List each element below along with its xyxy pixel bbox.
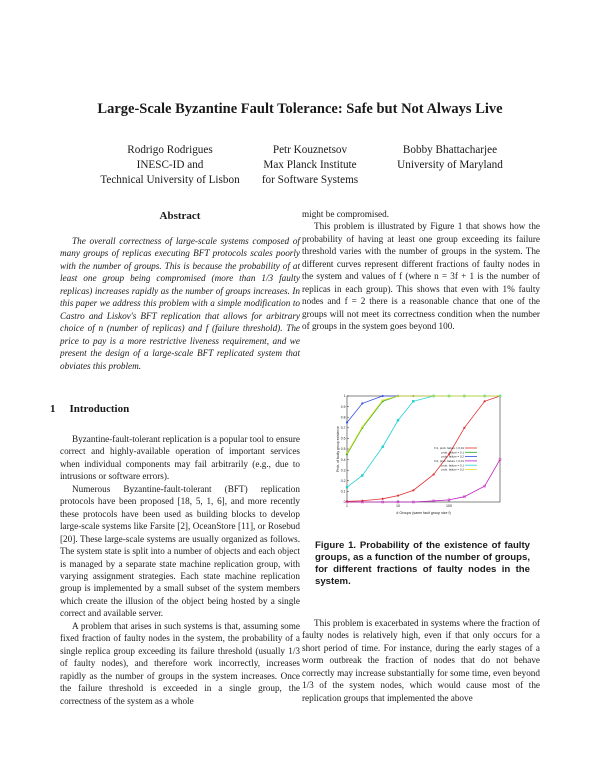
paper-title: Large-Scale Byzantine Fault Tolerance: Safe but Not Always Live <box>97 101 503 117</box>
series-line <box>347 396 500 487</box>
section-number: 1 <box>50 403 56 415</box>
abstract-text: The overall correctness of large-scale systems composed of many groups of replicas executing BFT protocols scales poorly with the number of groups. This is because the probability of at least one group being compromised (more than 1/3 faulty replicas) increases rapidly as the number of groups increases. In this paper we address this problem with a simple modification to Castro and Liskov's BFT replication that allows for arbitrary choice of n (number of replicas) and f (failure threshold). The price to pay is a more restrictive liveness requirement, and we present the design of a large-scale BFT replicated system that obviates this problem. <box>60 236 300 371</box>
abstract <box>60 235 300 372</box>
author-affiliation: University of Maryland <box>397 159 503 171</box>
legend-label: f=1, prob. failure = 0.01 <box>434 446 464 451</box>
author-affiliation: Technical University of Lisbon <box>100 174 240 186</box>
series-line <box>347 396 500 501</box>
data-point <box>361 403 363 405</box>
figure-caption: Figure 1. Probability of the existence of faulty groups, as a function of the number of groups, for different fractions of faulty nodes in the system. <box>315 540 530 587</box>
author-1 <box>100 143 240 188</box>
paragraph: A problem that arises in such systems is that, assuming some fixed fraction of faulty nodes in the system, the probability of a single replica group exceeding its failure threshold (usually 1/3 of faulty nodes), and therefore work incorrectly, increases rapidly as the number of groups in the system increases. Once the failure threshold is exceeded in a single group, the correctness of the system as a whole <box>60 620 300 706</box>
y-tick-label: 0.2 <box>340 479 346 483</box>
data-point <box>346 486 348 488</box>
legend-label: prob. failure = 0.2 <box>441 454 464 459</box>
introduction-body <box>60 433 300 707</box>
legend-label: prob. failure = 0.1 <box>441 463 464 468</box>
legend-label: prob. failure = 0.2 <box>441 467 464 472</box>
author-name: Rodrigo Rodrigues <box>127 144 213 156</box>
data-point <box>463 427 465 429</box>
y-tick-label: 0.6 <box>340 436 346 441</box>
data-point <box>361 500 363 502</box>
y-tick-label: 0.8 <box>340 415 346 420</box>
right-column-text <box>302 208 540 333</box>
data-point <box>382 395 384 397</box>
legend-label: prob. failure = 0.1 <box>441 450 464 455</box>
author-name: Bobby Bhattacharjee <box>402 144 498 156</box>
series-line <box>347 460 500 502</box>
y-tick-label: 0.3 <box>340 468 346 473</box>
y-tick-label: 0 <box>343 500 346 505</box>
data-point <box>382 446 384 448</box>
x-tick-label: 10 <box>396 504 400 508</box>
x-tick-label: 1 <box>346 504 348 508</box>
y-tick-label: 0.7 <box>340 426 346 430</box>
author-affiliation: INESC-ID and <box>136 159 204 171</box>
y-tick-label: 1 <box>343 394 346 399</box>
y-tick-label: 0.5 <box>340 447 346 452</box>
paragraph: Byzantine-fault-tolerant replication is a popular tool to ensure correct and highly-available operation of important services when individual components may fail arbitrarily (e.g., due to intrusions or software errors). <box>60 434 300 482</box>
author-3 <box>380 143 520 173</box>
right-column-text-continued <box>302 617 540 704</box>
author-affiliation: for Software Systems <box>261 174 359 186</box>
x-axis-label: # Groups (same fault group size f) <box>396 511 451 515</box>
author-name: Petr Kouznetsov <box>272 144 348 156</box>
y-tick-label: 0.9 <box>340 404 346 409</box>
series-line <box>347 396 500 454</box>
y-tick-label: 0.4 <box>340 457 346 462</box>
data-point <box>382 498 384 500</box>
author-affiliation: Max Planck Institute <box>263 159 357 171</box>
section-title: Introduction <box>69 403 130 415</box>
data-point <box>433 474 435 476</box>
data-point <box>346 422 348 424</box>
data-point <box>397 419 399 421</box>
figure-1 <box>335 390 505 520</box>
data-point <box>397 495 399 497</box>
plot-frame <box>347 396 500 502</box>
paragraph: This problem is illustrated by Figure 1 that shows how the probability of having at least one group exceeding its failure threshold varies with the number of groups in the system. The different curves represent different fractions of faulty nodes in the system and values of f (where n = 3f + 1 is the number of replicas in each group). This shows that even with 1% faulty nodes and f = 2 there is a reasonable chance that one of the groups will not meet its correctness condition when the number of groups in the system goes beyond 100. <box>302 221 540 332</box>
abstract-heading: Abstract <box>159 210 201 222</box>
probability-chart <box>335 390 505 520</box>
data-point <box>484 400 486 402</box>
section-heading <box>50 403 143 415</box>
data-point <box>412 489 414 491</box>
series-line <box>347 396 500 453</box>
y-tick-label: 0.1 <box>340 489 346 494</box>
author-2 <box>250 143 370 188</box>
legend-label: f=2, prob. failure = 0.01 <box>434 459 464 463</box>
paragraph: Numerous Byzantine-fault-tolerant (BFT) replication protocols have been proposed [18, 5, 1, 6], and more recently these protocols have been used as building blocks to develop large-scale systems like Farsite [2], OceanStore [11], or Rosebud [20]. These large-scale systems are usually organized as follows. The system state is split into a number of objects and each object is managed by a separate state machine replication group, with varying assignment strategies. Each state machine replication group is implemented by a small subset of the system members which create the illusion of the object being hosted by a single correct and available server. <box>60 483 300 619</box>
data-point <box>361 475 363 477</box>
data-point <box>412 400 414 402</box>
paragraph: might be compromised. <box>302 209 390 219</box>
x-tick-label: 100 <box>446 504 452 508</box>
paragraph: This problem is exacerbated in systems where the fraction of faulty nodes is relatively high, even if that only occurs for a short period of time. For instance, during the early stages of a worm outbreak the fraction of nodes that do not behave correctly may increase substantially for some time, even beyond 1/3 of the system nodes, which would cause most of the replication groups that implemented the above <box>302 618 540 703</box>
y-axis-label: Prob. of faulty group existence <box>336 426 340 472</box>
